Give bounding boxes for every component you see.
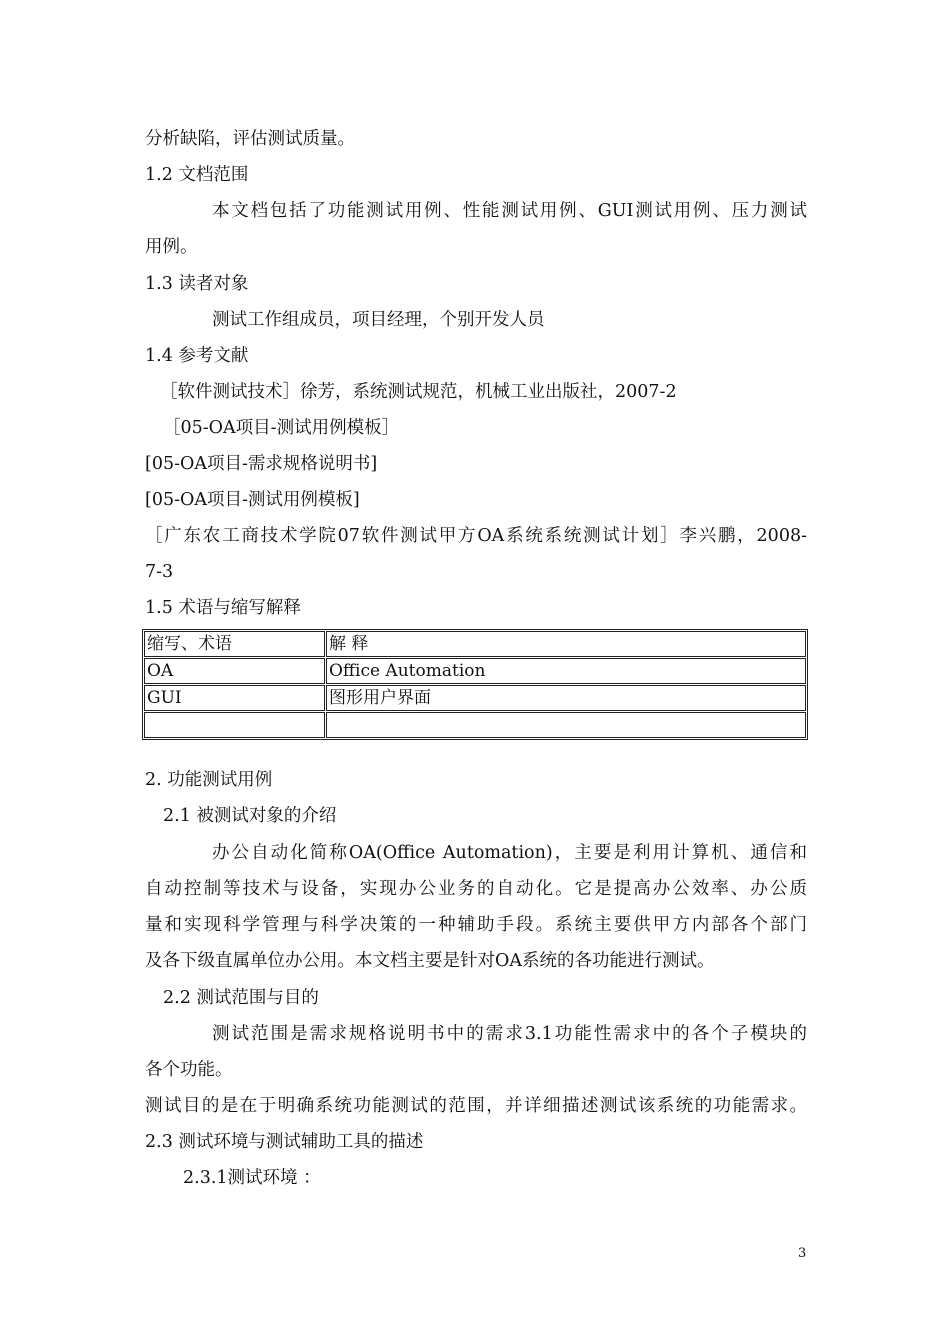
table-header-cell: 缩写、术语: [144, 631, 325, 657]
section-heading-1-4: 1.4 参考文献: [145, 346, 249, 366]
paragraph-line: 及各下级直属单位办公用。本文档主要是针对OA系统的各功能进行测试。: [145, 951, 715, 971]
paragraph-line: 自动控制等技术与设备，实现办公业务的自动化。它是提高办公效率、办公质: [145, 879, 807, 899]
section-heading-2-3-1: 2.3.1测试环境 ：: [183, 1168, 321, 1188]
table-cell: Office Automation: [326, 658, 806, 684]
section-heading-2-1: 2.1 被测试对象的介绍: [163, 806, 337, 826]
page-number: 3: [798, 1246, 807, 1261]
section-heading-1-5: 1.5 术语与缩写解释: [145, 598, 301, 618]
table-header-cell: 解 释: [326, 631, 806, 657]
paragraph-line: 本文档包括了功能测试用例、性能测试用例、GUI测试用例、压力测试: [212, 201, 807, 221]
reference-item: ［05-OA项目-测试用例模板］: [163, 418, 400, 438]
paragraph-line: 分析缺陷，评估测试质量。: [145, 129, 355, 149]
reference-item: ［广东农工商技术学院07软件测试甲方OA系统系统测试计划］李兴鹏，2008-: [145, 526, 807, 546]
table-row: [144, 658, 806, 684]
table-row: [144, 712, 806, 738]
reference-item: [05-OA项目-需求规格说明书]: [145, 454, 378, 474]
paragraph-line: 办公自动化简称OA(Office Automation)，主要是利用计算机、通信和: [212, 843, 807, 863]
table-cell: OA: [144, 658, 325, 684]
table-cell: [144, 712, 325, 738]
table-cell: [326, 712, 806, 738]
paragraph-line: 测试目的是在于明确系统功能测试的范围，并详细描述测试该系统的功能需求。: [145, 1096, 807, 1116]
table-header-row: [144, 631, 806, 657]
paragraph-line: 各个功能。: [145, 1060, 233, 1080]
paragraph-line: 测试工作组成员，项目经理，个别开发人员: [212, 310, 545, 330]
section-heading-2-3: 2.3 测试环境与测试辅助工具的描述: [145, 1132, 424, 1152]
terms-table: [142, 629, 808, 740]
table-cell: 图形用户界面: [326, 685, 806, 711]
reference-item: [05-OA项目-测试用例模板]: [145, 490, 360, 510]
table-cell: GUI: [144, 685, 325, 711]
paragraph-line: 用例。: [145, 237, 198, 257]
table-row: [144, 685, 806, 711]
section-heading-1-2: 1.2 文档范围: [145, 165, 249, 185]
paragraph-line: 测试范围是需求规格说明书中的需求3.1功能性需求中的各个子模块的: [212, 1024, 807, 1044]
section-heading-2: 2. 功能测试用例: [145, 770, 273, 790]
section-heading-1-3: 1.3 读者对象: [145, 274, 249, 294]
reference-item-continued: 7-3: [145, 562, 174, 582]
section-heading-2-2: 2.2 测试范围与目的: [163, 988, 319, 1008]
paragraph-line: 量和实现科学管理与科学决策的一种辅助手段。系统主要供甲方内部各个部门: [145, 915, 807, 935]
reference-item: ［软件测试技术］徐芳，系统测试规范，机械工业出版社，2007-2: [160, 382, 677, 402]
